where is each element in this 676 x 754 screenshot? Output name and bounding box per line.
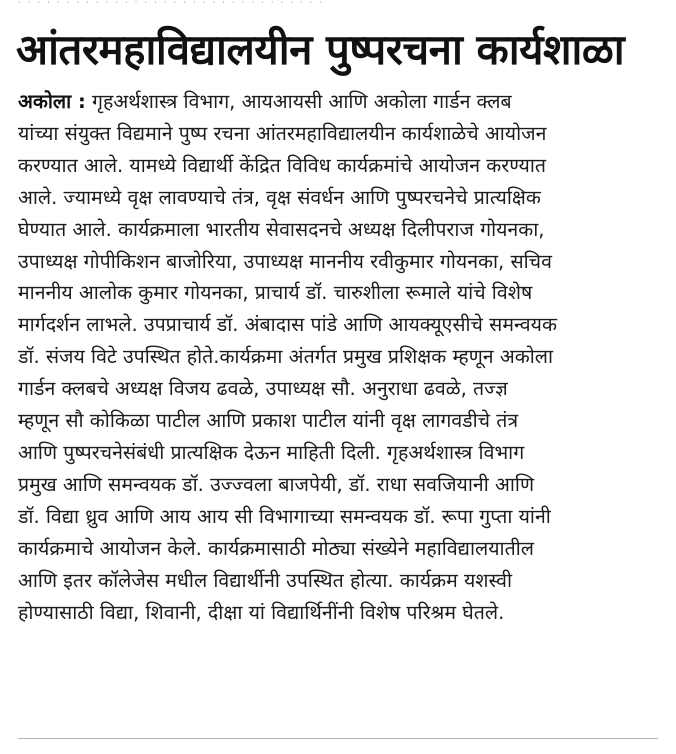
clipped-previous-text: · · · · · · · · · · · · · · · · · · · · · · · · · · · · · · · · [18, 0, 325, 6]
article-line-2: यांच्या संयुक्त विद्यमाने पुष्प रचना आंतरमहाविद्यालयीन कार्यशाळेचे आयोजन [18, 121, 547, 145]
article-line-1 [18, 86, 646, 118]
article-line-6: उपाध्यक्ष गोपीकिशन बाजोरिया, उपाध्यक्ष माननीय रवीकुमार गोयनका, सचिव [18, 249, 552, 273]
article-line-10: गार्डन क्लबचे अध्यक्ष विजय ढवळे, उपाध्यक्ष सौ. अनुराधा ढवळे, तज्ज्ञ [18, 377, 508, 401]
bottom-divider [18, 738, 658, 739]
article-line-8: मार्गदर्शन लाभले. उपप्राचार्य डॉ. अंबादास पांडे आणि आयक्यूएसीचे समन्वयक [18, 313, 557, 337]
article-line-15: कार्यक्रमाचे आयोजन केले. कार्यक्रमासाठी मोठ्या संख्येने महाविद्यालयातील [18, 536, 534, 560]
article-line-3: करण्यात आले. यामध्ये विद्यार्थी केंद्रित विविध कार्यक्रमांचे आयोजन करण्यात [18, 153, 546, 177]
article-line-4: आले. ज्यामध्ये वृक्ष लावण्याचे तंत्र, वृक्ष संवर्धन आणि पुष्परचनेचे प्रात्यक्षिक [18, 185, 541, 209]
article-line-13: प्रमुख आणि समन्वयक डॉ. उज्ज्वला बाजपेयी, डॉ. राधा सवजियानी आणि [18, 472, 535, 496]
article-line-17: होण्यासाठी विद्या, शिवानी, दीक्षा यां विद्यार्थिनींनी विशेष परिश्रम घेतले. [18, 600, 505, 624]
article-line-9: डॉ. संजय विटे उपस्थित होते.कार्यक्रमा अंतर्गत प्रमुख प्रशिक्षक म्हणून अकोला [18, 345, 554, 369]
article-line-7: माननीय आलोक कुमार गोयनका, प्राचार्य डॉ. चारुशीला रूमाले यांचे विशेष [18, 281, 533, 305]
article-line-5: घेण्यात आले. कार्यक्रमाला भारतीय सेवासदनचे अध्यक्ष दिलीपराज गोयनका, [18, 217, 545, 241]
article-line-16: आणि इतर कॉलेजेस मधील विद्यार्थीनी उपस्थित होत्या. कार्यक्रम यशस्वी [18, 568, 512, 592]
article-dateline: अकोला : [18, 90, 86, 113]
article-line-11: म्हणून सौ कोकिळा पाटील आणि प्रकाश पाटील यांनी वृक्ष लागवडीचे तंत्र [18, 409, 519, 433]
article-headline: आंतरमहाविद्यालयीन पुष्परचना कार्यशाळा [16, 25, 625, 74]
article-line-text: गृहअर्थशास्त्र विभाग, आयआयसी आणि अकोला गार्डन क्लब [85, 90, 512, 113]
article-body [18, 86, 646, 628]
article-line-14: डॉ. विद्या ध्रुव आणि आय आय सी विभागाच्या समन्वयक डॉ. रूपा गुप्ता यांनी [18, 504, 551, 528]
article-line-12: आणि पुष्परचनेसंबंधी प्रात्यक्षिक देऊन माहिती दिली. गृहअर्थशास्त्र विभाग [18, 440, 525, 464]
